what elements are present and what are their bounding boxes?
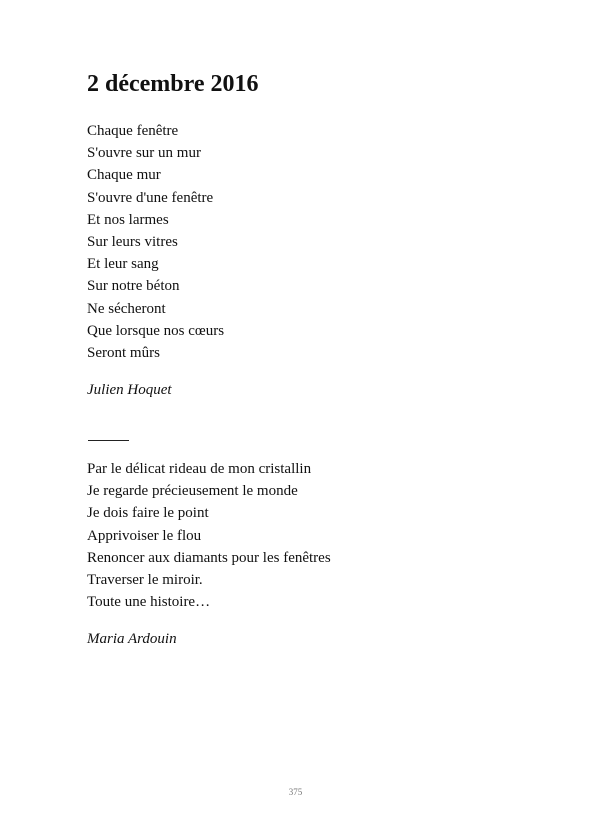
poem-line: S'ouvre d'une fenêtre xyxy=(87,189,214,206)
poem-line: Seront mûrs xyxy=(87,345,160,362)
poem-line: Ne sécheront xyxy=(87,300,166,317)
poem-line: Toute une histoire… xyxy=(87,594,211,611)
poem-line: Je regarde précieusement le monde xyxy=(87,483,298,500)
poem-line: Et leur sang xyxy=(87,256,159,273)
poem-1 xyxy=(87,120,224,364)
section-separator xyxy=(88,440,129,441)
poem-line: Et nos larmes xyxy=(87,211,169,228)
poem-line: S'ouvre sur un mur xyxy=(87,145,201,162)
poem-line: Sur notre béton xyxy=(87,278,180,295)
poem-1-author: Julien Hoquet xyxy=(87,382,172,398)
poem-line: Par le délicat rideau de mon cristallin xyxy=(87,461,312,477)
poem-line: Que lorsque nos cœurs xyxy=(87,322,225,339)
poem-line: Apprivoiser le flou xyxy=(87,527,202,544)
poem-line: Traverser le miroir. xyxy=(87,572,203,589)
poem-2 xyxy=(87,458,331,613)
page-title: 2 décembre 2016 xyxy=(87,71,259,97)
poem-line: Sur leurs vitres xyxy=(87,234,178,251)
poem-line: Je dois faire le point xyxy=(87,505,209,522)
poem-line: Renoncer aux diamants pour les fenêtres xyxy=(87,549,331,566)
poem-line: Chaque mur xyxy=(87,167,161,184)
page-number: 375 xyxy=(288,787,303,797)
poem-2-author: Maria Ardouin xyxy=(87,631,177,647)
poem-line: Chaque fenêtre xyxy=(87,123,179,139)
